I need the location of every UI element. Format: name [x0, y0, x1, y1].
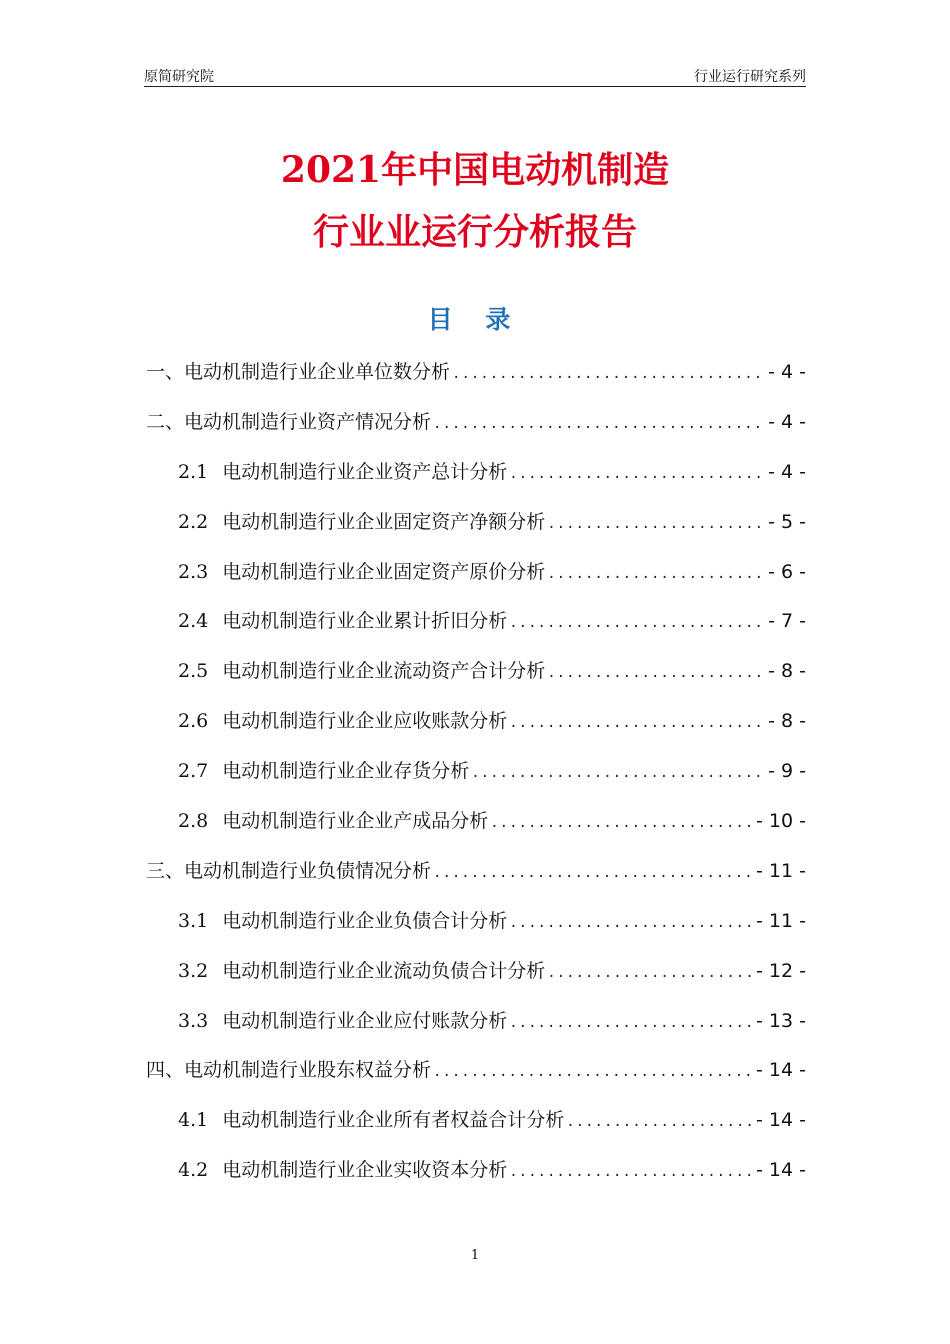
toc-dot-leader	[509, 1152, 754, 1192]
toc-dot-leader	[509, 1003, 754, 1043]
toc-entry-number: 4.1	[178, 1109, 209, 1132]
toc-entry-label	[178, 801, 488, 841]
toc-entry[interactable]	[146, 651, 806, 701]
toc-heading: 目 录	[427, 305, 523, 334]
toc-entry-page: - 13 -	[756, 1009, 806, 1032]
toc-entry[interactable]	[146, 951, 806, 1001]
toc-entry-page: - 6 -	[768, 560, 806, 583]
toc-entry-label	[178, 1100, 564, 1140]
toc-entry-text: 电动机制造行业企业应收账款分析	[222, 710, 508, 733]
toc-entry-label	[178, 651, 545, 691]
toc-entry-number: 2.7	[178, 760, 209, 783]
table-of-contents	[146, 352, 806, 1200]
toc-entry-label	[178, 502, 545, 542]
toc-entry-label	[178, 601, 507, 641]
header-publisher: 原简研究院	[144, 69, 214, 85]
toc-entry[interactable]	[146, 1150, 806, 1200]
toc-entry[interactable]	[146, 452, 806, 502]
toc-entry-page: - 8 -	[768, 660, 806, 683]
toc-entry-label	[146, 1050, 431, 1090]
toc-entry-label	[178, 552, 545, 592]
toc-entry-text: 电动机制造行业企业固定资产净额分析	[222, 510, 546, 533]
toc-entry-text: 电动机制造行业企业实收资本分析	[222, 1159, 508, 1182]
toc-entry-text: 电动机制造行业企业存货分析	[222, 760, 470, 783]
toc-entry-page: - 14 -	[756, 1109, 806, 1132]
toc-entry-page: - 11 -	[756, 909, 806, 932]
toc-dot-leader	[547, 653, 766, 693]
toc-entry[interactable]	[146, 1001, 806, 1051]
toc-entry-page: - 10 -	[756, 810, 806, 833]
toc-entry[interactable]	[146, 1100, 806, 1150]
toc-entry-label	[178, 452, 507, 492]
toc-entry[interactable]	[146, 601, 806, 651]
toc-entry-page: - 7 -	[768, 610, 806, 633]
page-header	[144, 64, 806, 87]
toc-entry-page: - 5 -	[768, 510, 806, 533]
toc-entry-number: 4.2	[178, 1159, 209, 1182]
toc-entry-text: 四、电动机制造行业股东权益分析	[146, 1059, 432, 1082]
toc-entry-number: 2.2	[178, 510, 209, 533]
toc-entry-label	[178, 1150, 507, 1190]
toc-entry-text: 一、电动机制造行业企业单位数分析	[146, 361, 451, 383]
toc-entry-number: 2.8	[178, 810, 209, 833]
toc-entry-page: - 9 -	[768, 760, 806, 783]
toc-entry-label	[178, 951, 545, 991]
toc-dot-leader	[509, 703, 766, 743]
toc-dot-leader	[547, 554, 766, 594]
toc-entry-text: 电动机制造行业企业负债合计分析	[222, 909, 508, 932]
toc-entry[interactable]	[146, 352, 806, 402]
toc-entry-number: 2.4	[178, 610, 209, 633]
toc-entry-text: 电动机制造行业企业所有者权益合计分析	[222, 1109, 565, 1132]
toc-entry-number: 2.5	[178, 660, 209, 683]
toc-dot-leader	[490, 803, 754, 843]
report-title-line-2: 行业业运行分析报告	[312, 211, 637, 253]
toc-entry-number: 3.2	[178, 959, 209, 982]
toc-dot-leader	[452, 354, 766, 394]
toc-entry-label	[146, 851, 431, 891]
toc-dot-leader	[509, 603, 766, 643]
toc-entry-text: 电动机制造行业企业应付账款分析	[222, 1009, 508, 1032]
toc-entry-label	[146, 402, 431, 442]
toc-entry-page: - 4 -	[768, 361, 806, 383]
toc-dot-leader	[509, 454, 766, 494]
toc-entry-page: - 12 -	[756, 959, 806, 982]
toc-entry-text: 电动机制造行业企业流动负债合计分析	[222, 959, 546, 982]
toc-dot-leader	[566, 1102, 754, 1142]
toc-dot-leader	[433, 404, 766, 444]
toc-entry-number: 3.1	[178, 909, 209, 932]
report-title-line-1: 2021年中国电动机制造	[280, 149, 670, 191]
toc-dot-leader	[433, 1052, 754, 1092]
toc-entry-page: - 11 -	[756, 859, 806, 882]
toc-entry-number: 3.3	[178, 1009, 209, 1032]
toc-entry-label	[178, 901, 507, 941]
toc-entry-number: 2.6	[178, 710, 209, 733]
toc-entry-number: 2.3	[178, 560, 209, 583]
toc-entry-page: - 14 -	[756, 1159, 806, 1182]
toc-entry[interactable]	[146, 751, 806, 801]
toc-entry[interactable]	[146, 1050, 806, 1100]
toc-entry-text: 三、电动机制造行业负债情况分析	[146, 859, 432, 882]
toc-entry-page: - 4 -	[768, 410, 806, 433]
toc-entry-text: 电动机制造行业企业产成品分析	[222, 810, 489, 833]
toc-dot-leader	[547, 953, 754, 993]
toc-entry[interactable]	[146, 552, 806, 602]
toc-entry-text: 二、电动机制造行业资产情况分析	[146, 410, 432, 433]
toc-entry-label	[178, 701, 507, 741]
toc-entry-page: - 4 -	[768, 460, 806, 483]
toc-entry-text: 电动机制造行业企业资产总计分析	[222, 460, 508, 483]
toc-entry-text: 电动机制造行业企业固定资产原价分析	[222, 560, 546, 583]
toc-entry-label	[146, 352, 450, 392]
page-number: 1	[470, 1248, 480, 1263]
header-series: 行业运行研究系列	[694, 69, 806, 85]
toc-dot-leader	[509, 903, 754, 943]
toc-entry[interactable]	[146, 851, 806, 901]
toc-entry-label	[178, 1001, 507, 1041]
toc-dot-leader	[433, 853, 754, 893]
toc-entry-page: - 14 -	[756, 1059, 806, 1082]
toc-entry[interactable]	[146, 801, 806, 851]
toc-entry[interactable]	[146, 502, 806, 552]
toc-entry[interactable]	[146, 901, 806, 951]
toc-dot-leader	[547, 504, 766, 544]
toc-entry[interactable]	[146, 402, 806, 452]
toc-entry-number: 2.1	[178, 460, 209, 483]
toc-entry-page: - 8 -	[768, 710, 806, 733]
toc-entry-label	[178, 751, 469, 791]
toc-dot-leader	[471, 753, 766, 793]
toc-entry-text: 电动机制造行业企业流动资产合计分析	[222, 660, 546, 683]
toc-entry-text: 电动机制造行业企业累计折旧分析	[222, 610, 508, 633]
toc-entry[interactable]	[146, 701, 806, 751]
